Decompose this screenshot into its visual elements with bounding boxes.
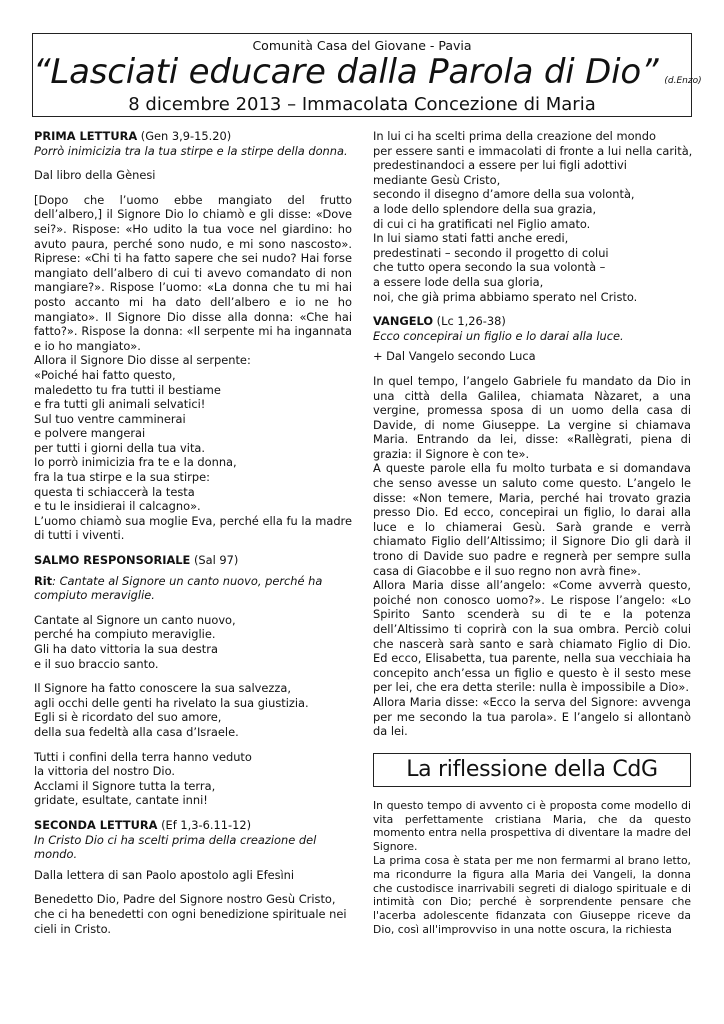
verse-line: In lui siamo stati fatti anche eredi, [373,231,569,246]
salmo-stanza-1 [34,613,352,671]
verse-line: Gli ha dato vittoria la sua destra [34,642,218,656]
verse-line: predestinati – secondo il progetto di colui [373,245,609,260]
verse-line: fra la tua stirpe e la sua stirpe: [34,470,210,485]
verse-line: questa ti schiaccerà la testa [34,484,195,499]
verse-line: gridate, esultate, cantate inni! [34,793,208,808]
header-box [32,33,702,117]
prima-lettura-heading [34,129,352,144]
section-ref: (Ef 1,3-6.11-12) [157,817,252,832]
title-text: “Lasciati educare dalla Parola di Dio” [33,52,659,92]
seconda-lettura-body: Benedetto Dio, Padre del Signore nostro Gesù Cristo, che ci ha benedetti con ogni benedizione spirituale nei cieli in Cristo. [34,892,347,936]
verse-line: che tutto opera secondo la sua volontà – [373,260,606,275]
vangelo-heading [373,314,691,329]
verse-line: In lui ci ha scelti prima della creazione del mondo [373,129,656,143]
vangelo-subtitle: Ecco concepirai un figlio e lo darai alla luce. [373,328,624,343]
prima-lettura-ending: L’uomo chiamò sua moglie Eva, perché ella fu la madre di tutti i viventi. [34,513,352,543]
verse-line: e polvere mangerai [34,426,146,441]
verse-line: e tu le insidierai il calcagno». [34,499,201,514]
verse-line: secondo il disegno d’amore della sua volontà, [373,187,635,202]
seconda-lettura-heading [34,818,352,833]
verse-line: «Poiché hai fatto questo, [34,367,176,382]
seconda-lettura-continuation [373,129,691,304]
section-label: PRIMA LETTURA [34,129,138,143]
vangelo-paragraph-1: In quel tempo, l’angelo Gabriele fu mandato da Dio in una città della Galilea, chiamata Nàzaret, a una vergine, promessa sposa di un uomo della casa di Davide, di nome Giuseppe. La vergine si chiamava Maria. Entrando da lei, disse: «Rallègrati, piena di grazia: il Signore è con te». [373,373,691,461]
right-column [373,129,691,937]
vangelo-source: + Dal Vangelo secondo Luca [373,349,536,364]
section-ref: (Lc 1,26-38) [433,314,506,329]
refrain-label: Rit [34,573,53,588]
prima-lettura-subtitle: Porrò inimicizia tra la tua stirpe e la stirpe della donna. [34,143,348,158]
date-line: 8 dicembre 2013 – Immacolata Concezione di Maria [128,94,596,115]
verse-line: Io porrò inimicizia fra te e la donna, [34,455,237,470]
verse-line: a lode dello splendore della sua grazia, [373,201,597,216]
verse-line: per essere santi e immacolati di fronte a lui nella carità, [373,143,693,158]
salmo-heading [34,553,352,568]
section-label: SALMO RESPONSORIALE [34,553,191,568]
verse-line: la vittoria del nostro Dio. [34,764,175,779]
vangelo-paragraph-3: Allora Maria disse all’angelo: «Come avverrà questo, poiché non conosco uomo?». Le rispose l’angelo: «Lo Spirito Santo scenderà su di te e la potenza dell’Altissimo ti coprirà con la sua ombra. Perciò colui che nascerà sarà santo e sarà chiamato Figlio di Dio. Ed ecco, Elisabetta, tua parente, nella sua vecchiaia ha concepito anch’essa un figlio e questo è il sesto mese per lei, che era detta sterile: nulla è impossibile a Dio». [373,578,691,695]
verse-line: mediante Gesù Cristo, [373,172,501,187]
verse-line: di cui ci ha gratificati nel Figlio amato. [373,216,591,231]
verse-line: Acclami il Signore tutta la terra, [34,778,216,793]
refrain-text: : Cantate al Signore un canto nuovo, perché ha compiuto meraviglie. [34,573,323,603]
verse-line: noi, che già prima abbiamo sperato nel Cristo. [373,289,638,304]
verse-line: della sua fedeltà alla casa d’Israele. [34,724,239,739]
seconda-lettura-subtitle: In Cristo Dio ci ha scelti prima della creazione del mondo. [34,832,317,862]
riflessione-title: La riflessione della CdG [373,753,691,787]
prima-lettura-verses [34,353,352,514]
verse-line: Tutti i confini della terra hanno veduto [34,749,252,764]
section-ref: (Sal 97) [190,553,239,568]
verse-line: e fra tutti gli animali selvatici! [34,397,206,412]
author-note: (d.Enzo) [664,76,702,86]
salmo-stanza-3 [34,750,352,808]
verse-line: perché ha compiuto meraviglie. [34,627,216,642]
salmo-refrain [34,574,352,603]
verse-line: per tutti i giorni della tua vita. [34,440,206,455]
salmo-stanza-2 [34,681,352,739]
verse-line: Sul tuo ventre camminerai [34,411,186,426]
verse-line: maledetto tu fra tutti il bestiame [34,382,221,397]
prima-lettura-body: [Dopo che l’uomo ebbe mangiato del frutto dell’albero,] il Signore Dio lo chiamò e gli disse: «Dove sei?». Rispose: «Ho udito la tua voce nel giardino: ho avuto paura, perché sono nudo, e mi sono nascosto». Riprese: «Chi ti ha fatto sapere che sei nudo? Hai forse mangiato dell’albero di cui ti avevo comandato di non mangiare?». Rispose l’uomo: «La donna che tu mi hai posto accanto mi ha dato dell’albero e io ne ho mangiato». Il Signore Dio disse alla donna: «Che hai fatto?». Rispose la donna: «Il serpente mi ha ingannata e io ho mangiato». [34,192,352,353]
riflessione-paragraph-2: La prima cosa è stata per me non fermarmi al brano letto, ma ricondurre la figura alla Maria dei Vangeli, la donna che custodisce inarrivabili segreti di dialogo spirituale e di intimità con Dio; perché è sorprendente pensare che l'acerba adolescente fidanzata con Giuseppe riceve da Dio, così all'improvviso in una notte oscura, la richiesta [373,853,691,936]
verse-line: Cantate al Signore un canto nuovo, [34,612,236,627]
section-label: SECONDA LETTURA [34,817,158,832]
verse-line: Allora il Signore Dio disse al serpente: [34,353,251,368]
verse-line: Egli si è ricordato del suo amore, [34,710,222,725]
verse-line: Il Signore ha fatto conoscere la sua salvezza, [34,681,291,696]
verse-line: agli occhi delle genti ha rivelato la sua giustizia. [34,695,309,710]
section-label: VANGELO [373,314,434,329]
verse-line: a essere lode della sua gloria, [373,274,544,289]
vangelo-paragraph-4: Allora Maria disse: «Ecco la serva del Signore: avvenga per me secondo la tua parola». E l’angelo si allontanò da lei. [373,694,691,739]
left-column [34,129,352,936]
verse-line: predestinandoci a essere per lui figli adottivi [373,158,627,173]
riflessione-paragraph-1: In questo tempo di avvento ci è proposta come modello di vita perfettamente cristiana Maria, che da questo momento entra nella prospettiva di diventare la madre del Signore. [373,798,691,854]
community-name: Comunità Casa del Giovane - Pavia [252,38,472,53]
vangelo-paragraph-2: A queste parole ella fu molto turbata e si domandava che senso avesse un saluto come questo. L’angelo le disse: «Non temere, Maria, perché hai trovato grazia presso Dio. Ed ecco, concepirai un figlio, lo darai alla luce e lo chiamerai Gesù. Sarà grande e verrà chiamato Figlio dell’Altissimo; il Signore Dio gli darà il trono di Davide suo padre e regnerà per sempre sulla casa di Giacobbe e il suo regno non avrà fine». [373,461,691,578]
verse-line: e il suo braccio santo. [34,656,159,671]
prima-lettura-source: Dal libro della Gènesi [34,168,156,183]
page-title [33,52,702,92]
section-ref: (Gen 3,9-15.20) [137,129,232,143]
seconda-lettura-source: Dalla lettera di san Paolo apostolo agli Efesìni [34,867,295,882]
